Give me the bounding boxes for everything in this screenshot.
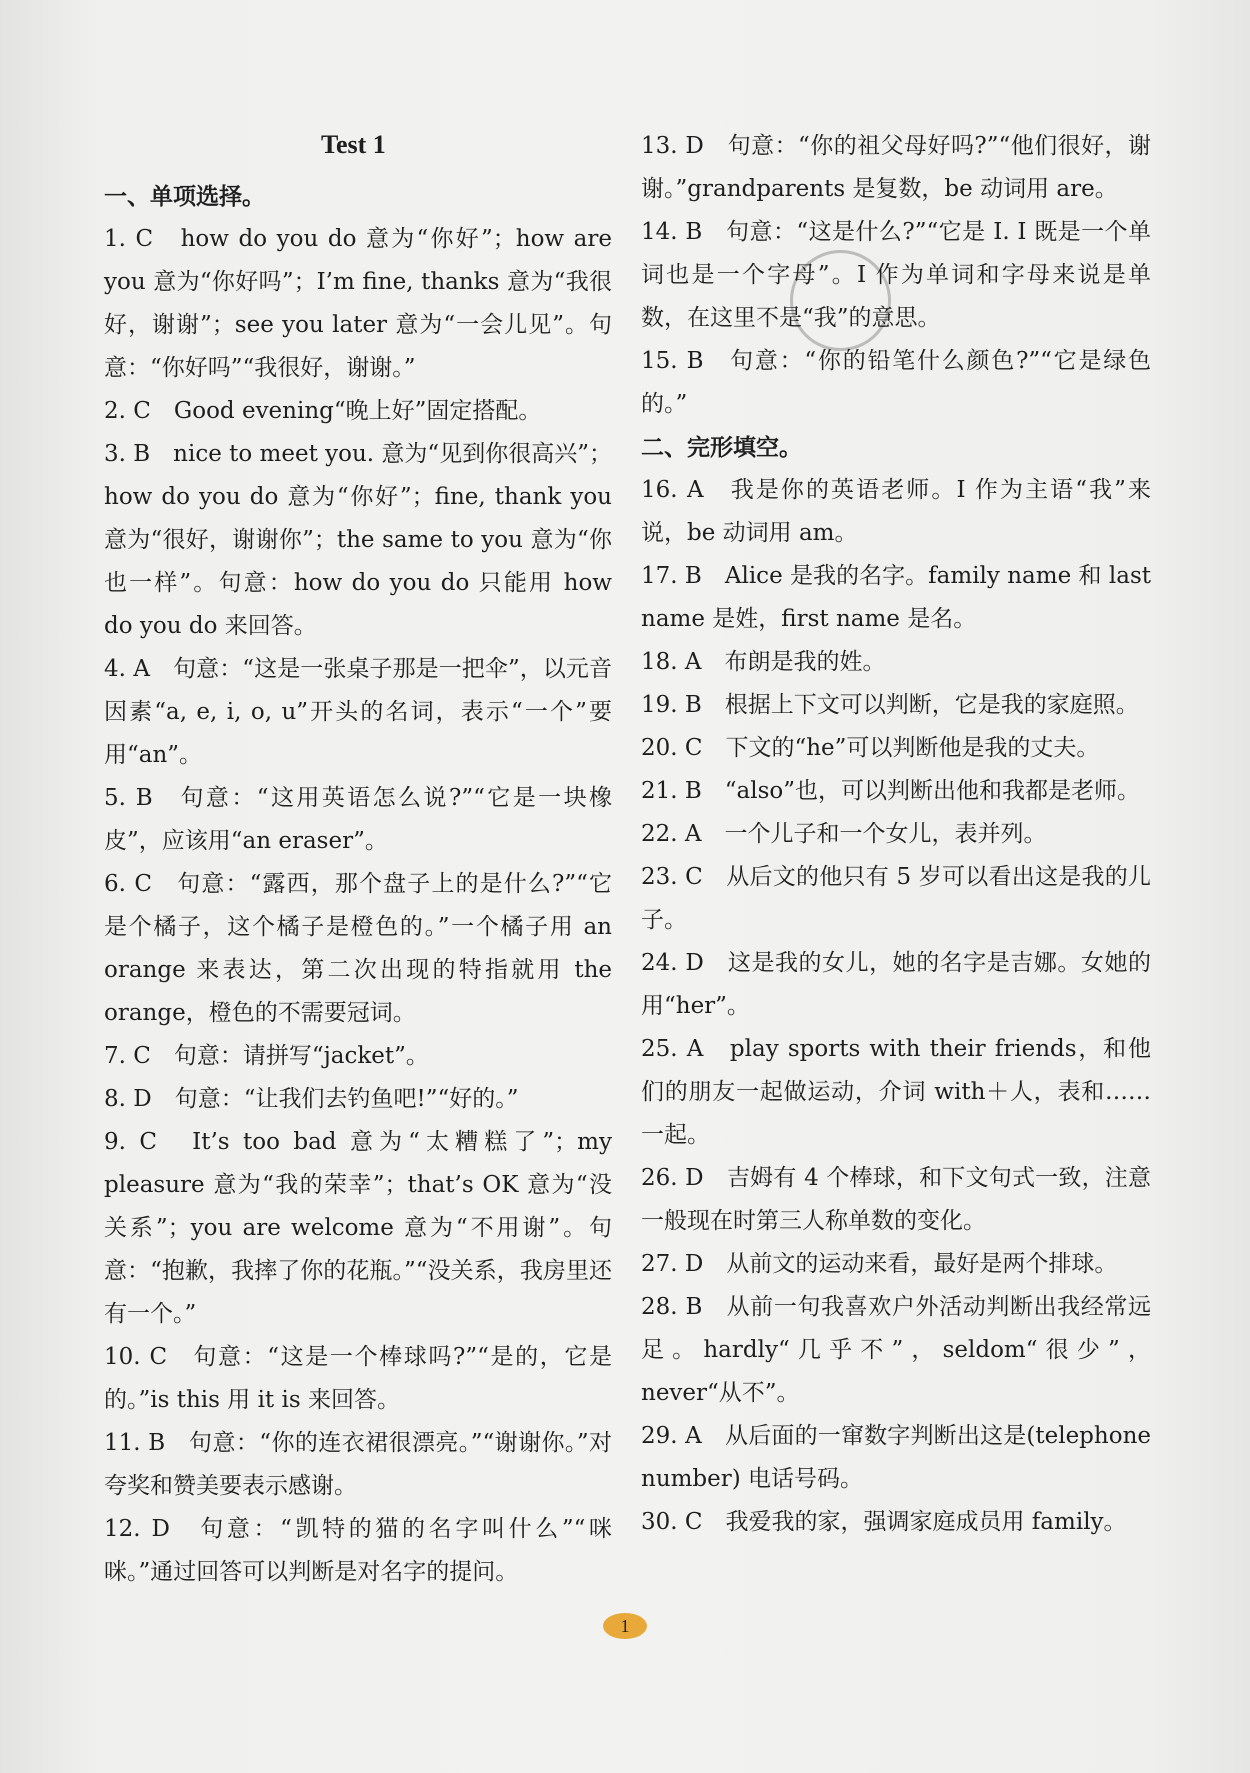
answer-item: 14. B 句意：“这是什么?”“它是 I. I 既是一个单词也是一个字母”。I 作为单词和字母来说是单数，在这里不是“我”的意思。 xyxy=(641,219,1151,331)
answer-item: 13. D 句意：“你的祖父母好吗?”“他们很好，谢谢。”grandparents 是复数，be 动词用 are。 xyxy=(641,133,1151,202)
answer-item: 7. C 句意：请拼写“jacket”。 xyxy=(104,1043,429,1069)
answer-item: 29. A 从后面的一窜数字判断出这是(telephone number) 电话号码。 xyxy=(641,1423,1151,1492)
answer-item: 6. C 句意：“露西，那个盘子上的是什么?”“它是个橘子，这个橘子是橙色的。”一个橘子用 an orange 来表达，第二次出现的特指就用 the orange，橙色的不需要冠词。 xyxy=(104,871,612,1026)
answer-item: 21. B “also”也，可以判断出他和我都是老师。 xyxy=(641,778,1141,804)
answer-item: 23. C 从后文的他只有 5 岁可以看出这是我的儿子。 xyxy=(641,864,1151,933)
answer-item: 9. C It’s too bad 意为“太糟糕了”；my pleasure 意为“我的荣幸”；that’s OK 意为“没关系”；you are welcome 意为“不用谢”。句意：“抱歉，我摔了你的花瓶。”“没关系，我房里还有一个。” xyxy=(104,1129,612,1327)
answer-item: 27. D 从前文的运动来看，最好是两个排球。 xyxy=(641,1251,1118,1277)
answer-item: 24. D 这是我的女儿，她的名字是吉娜。女她的用“her”。 xyxy=(641,950,1151,1019)
answer-item: 17. B Alice 是我的名字。family name 和 last name 是姓，first name 是名。 xyxy=(641,563,1151,632)
answer-item: 1. C how do you do 意为“你好”；how are you 意为“你好吗”；I’m fine, thanks 意为“我很好，谢谢”；see you later 意为“一会儿见”。句意：“你好吗”“我很好，谢谢。” xyxy=(104,226,612,381)
answer-item: 26. D 吉姆有 4 个棒球，和下文句式一致，注意一般现在时第三人称单数的变化。 xyxy=(641,1165,1151,1234)
answer-item: 19. B 根据上下文可以判断，它是我的家庭照。 xyxy=(641,692,1139,718)
right-column xyxy=(641,125,1151,1544)
answer-item: 28. B 从前一句我喜欢户外活动判断出我经常远足。hardly“几乎不”，seldom“很少”，never“从不”。 xyxy=(641,1294,1151,1406)
answer-item: 5. B 句意：“这用英语怎么说?”“它是一块橡皮”，应该用“an eraser”。 xyxy=(104,785,612,854)
answer-item: 25. A play sports with their friends，和他们的朋友一起做运动，介词 with＋人，表和……一起。 xyxy=(641,1036,1151,1148)
answer-item: 8. D 句意：“让我们去钓鱼吧!”“好的。” xyxy=(104,1086,519,1112)
page-number: 1 xyxy=(603,1613,647,1639)
answer-item: 2. C Good evening“晚上好”固定搭配。 xyxy=(104,398,542,424)
answer-item: 20. C 下文的“he”可以判断他是我的丈夫。 xyxy=(641,735,1100,761)
left-column xyxy=(104,125,612,1594)
answer-item: 10. C 句意：“这是一个棒球吗?”“是的，它是的。”is this 用 it is 来回答。 xyxy=(104,1344,612,1413)
answer-item: 16. A 我是你的英语老师。I 作为主语“我”来说，be 动词用 am。 xyxy=(641,477,1151,546)
page-title: Test 1 xyxy=(321,130,386,159)
answer-item: 18. A 布朗是我的姓。 xyxy=(641,649,886,675)
answer-item: 22. A 一个儿子和一个女儿，表并列。 xyxy=(641,821,1047,847)
answer-item: 3. B nice to meet you. 意为“见到你很高兴”；how do you do 意为“你好”；fine, thank you 意为“很好，谢谢你”；the same to you 意为“你也一样”。句意：how do you do 只能用 how do you do 来回答。 xyxy=(104,441,612,639)
answer-item: 12. D 句意：“凯特的猫的名字叫什么”“咪咪。”通过回答可以判断是对名字的提问。 xyxy=(104,1516,612,1585)
section-heading-cloze: 二、完形填空。 xyxy=(641,434,802,461)
answer-item: 11. B 句意：“你的连衣裙很漂亮。”“谢谢你。”对夸奖和赞美要表示感谢。 xyxy=(104,1430,612,1499)
section-heading-multiple-choice: 一、单项选择。 xyxy=(104,183,265,210)
answer-item: 4. A 句意：“这是一张桌子那是一把伞”，以元音因素“a, e, i, o, u”开头的名词，表示“一个”要用“an”。 xyxy=(104,656,612,768)
answer-item: 30. C 我爱我的家，强调家庭成员用 family。 xyxy=(641,1509,1127,1535)
answer-item: 15. B 句意：“你的铅笔什么颜色?”“它是绿色的。” xyxy=(641,348,1151,417)
